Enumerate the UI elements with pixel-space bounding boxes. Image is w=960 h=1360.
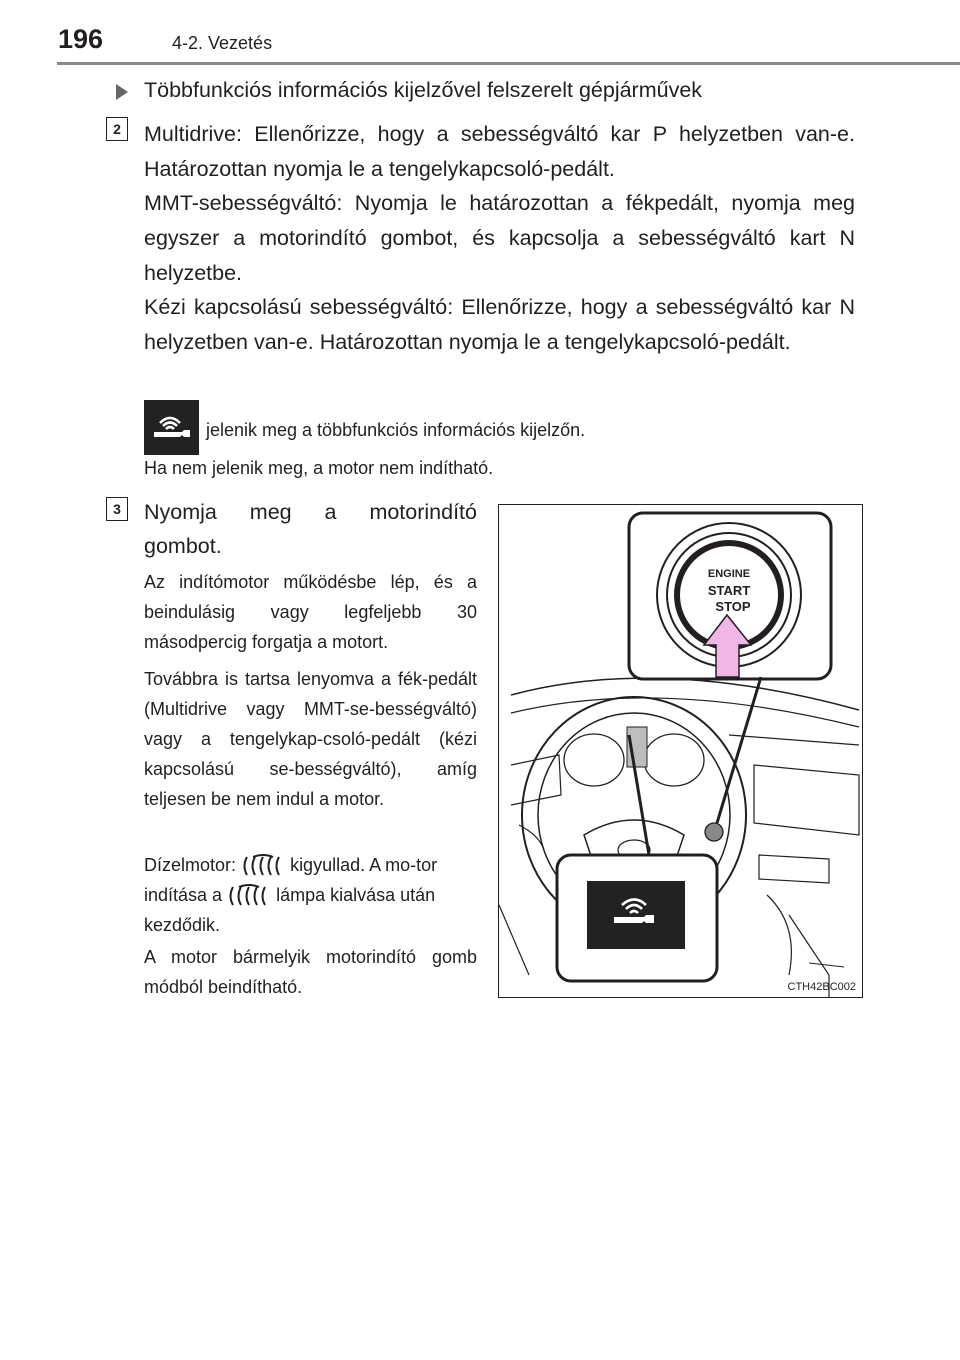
bullet-triangle-icon — [116, 84, 128, 100]
dashboard-illustration — [499, 505, 862, 997]
diesel-text-b: kigyullad. A mo-tor indítása a — [144, 855, 438, 905]
key-wave-indicator-icon — [144, 400, 199, 455]
header-rule — [57, 62, 960, 65]
step-2-paragraph-2: MMT-sebességváltó: Nyomja le határozottan a fékpedált, nyomja meg egyszer a motorindító gombot, és kapcsolja a sebességváltó kart N helyzetbe. — [144, 191, 855, 285]
illustration — [498, 504, 863, 998]
step-3-badge: 3 — [106, 497, 128, 521]
button-label-start: START — [707, 583, 751, 598]
icon-note: jelenik meg a többfunkciós információs kijelzőn. — [206, 420, 586, 440]
step-3-note-1: Az indítómotor működésbe lép, és a beindulásig vagy legfeljebb 30 másodpercig forgatja a motort. — [144, 572, 477, 652]
diesel-text-c: lámpa kialvása után kezdődik. — [144, 885, 436, 935]
glow-plug-indicator-icon — [227, 883, 271, 909]
step-3-note-2: Továbbra is tartsa lenyomva a fék-pedált (Multidrive vagy MMT-se-bességváltó) vagy a tengelykap-csoló-pedált (kézi kapcsolású se-bességváltó), amíg teljesen be nem indul a motor. — [144, 669, 477, 809]
button-label-stop: STOP — [715, 599, 751, 614]
subheading: Többfunkciós információs kijelzővel felszerelt gépjárművek — [144, 78, 703, 102]
step-2-paragraph-3: Kézi kapcsolású sebességváltó: Ellenőrizze, hogy a sebességváltó kar N helyzetben van-e. Határozottan nyomja le a tengelykapcsoló-pedált. — [144, 295, 855, 354]
section-title: 4-2. Vezetés — [172, 33, 273, 53]
not-shown-note: Ha nem jelenik meg, a motor nem indítható. — [144, 458, 494, 478]
step-3-note-4: A motor bármelyik motorindító gomb módból beindítható. — [144, 947, 477, 997]
step-3-title: Nyomja meg a motorindító gombot. — [144, 500, 477, 558]
button-label-engine: ENGINE — [707, 568, 751, 580]
diesel-label: Dízelmotor: — [144, 855, 237, 875]
step-3-note-3 — [144, 850, 477, 940]
step-2-paragraph-1: Multidrive: Ellenőrizze, hogy a sebességváltó kar P helyzetben van-e. Határozottan nyomja le a tengelykapcsoló-pedált. — [144, 122, 855, 181]
glow-plug-indicator-icon — [241, 853, 285, 879]
page-number: 196 — [58, 24, 104, 54]
figure-code: CTH42BC002 — [787, 981, 856, 993]
step-2-badge: 2 — [106, 117, 128, 141]
page-header — [0, 0, 960, 58]
